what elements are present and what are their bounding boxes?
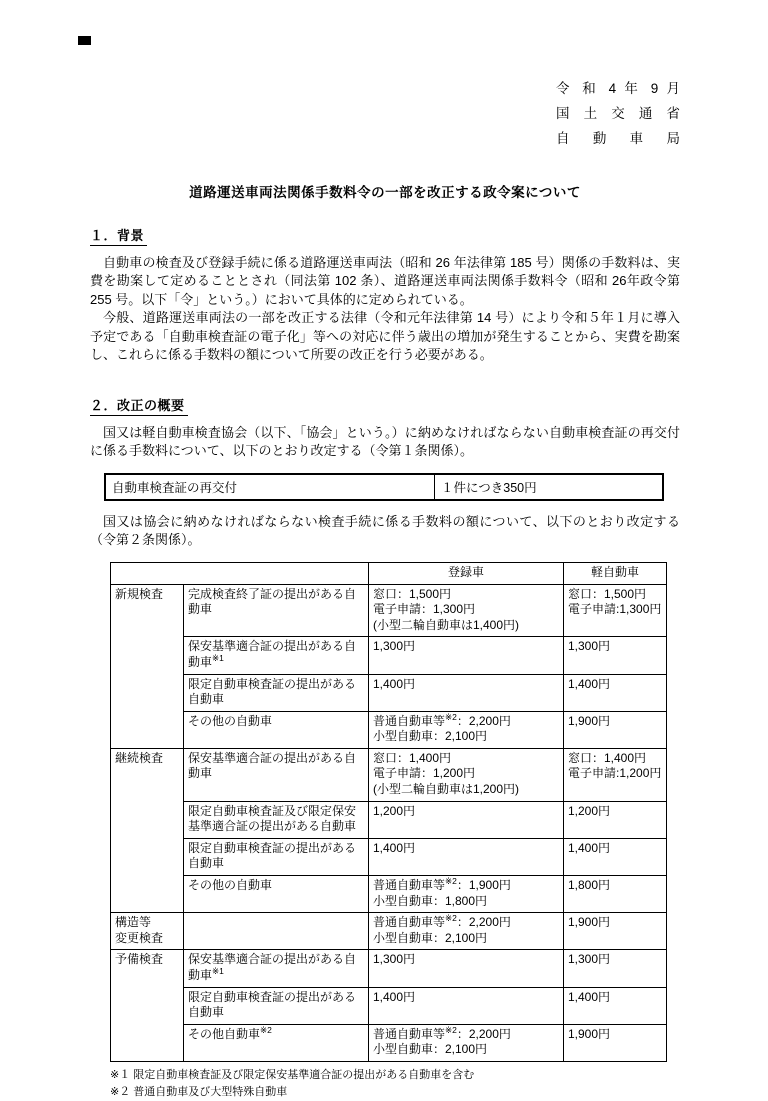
section2-heading: ２．改正の概要 — [90, 395, 188, 416]
inspection-type-cell: 継続検査 — [111, 748, 184, 912]
fee-table-header-row — [111, 562, 667, 584]
fee-table-body — [111, 584, 667, 1061]
section1-heading: １．背景 — [90, 225, 147, 246]
header-date-block — [556, 76, 680, 151]
registered-car-fee-cell: 窓口：1,500円 電子申請：1,300円 (小型二輪自動車は1,400円) — [369, 584, 564, 637]
registered-car-fee-cell: 普通自動車等$^{※2}$：2,200円 小型自動車：2,100円 — [369, 913, 564, 950]
inspection-type-cell: 構造等 変更検査 — [111, 913, 184, 950]
reissue-label-cell: 自動車検査証の再交付 — [105, 474, 435, 500]
kei-car-fee-cell: 1,900円 — [564, 1024, 667, 1061]
fee-table-header-kei: 軽自動車 — [564, 562, 667, 584]
fee-table-row — [111, 711, 667, 748]
kei-car-fee-cell: 1,900円 — [564, 913, 667, 950]
kei-car-fee-cell: 窓口：1,500円 電子申請:1,300円 — [564, 584, 667, 637]
footnote-ref: ※2 — [445, 711, 457, 722]
kei-car-fee-cell: 1,200円 — [564, 801, 667, 838]
reissue-fee-table — [104, 473, 664, 501]
footnote-1: ※１ 限定自動車検査証及び限定保安基準適合証の提出がある自動車を含む — [110, 1068, 475, 1081]
vehicle-category-cell: 限定自動車検査証及び限定保安基準適合証の提出がある自動車 — [184, 801, 369, 838]
kei-car-fee-cell: 1,300円 — [564, 950, 667, 987]
kei-car-fee-cell: 窓口：1,400円 電子申請:1,200円 — [564, 748, 667, 801]
vehicle-category-cell: その他の自動車 — [184, 711, 369, 748]
vehicle-category-cell: 限定自動車検査証の提出がある自動車 — [184, 987, 369, 1024]
kei-car-fee-cell: 1,400円 — [564, 674, 667, 711]
vehicle-category-cell: その他の自動車 — [184, 876, 369, 913]
fee-table-row — [111, 674, 667, 711]
kei-car-fee-cell: 1,900円 — [564, 711, 667, 748]
footnotes — [110, 1067, 680, 1101]
footnote-ref: ※1 — [212, 652, 224, 663]
kei-car-fee-cell: 1,800円 — [564, 876, 667, 913]
inspection-type-cell: 予備検査 — [111, 950, 184, 1062]
kei-car-fee-cell: 1,300円 — [564, 637, 667, 674]
vehicle-category-cell: 完成検査終了証の提出がある自動車 — [184, 584, 369, 637]
header-bureau: 自 動 車 局 — [556, 131, 680, 146]
section2-paragraph2: 国又は協会に納めなければならない検査手続に係る手数料の額について、以下のとおり改定する（令第２条関係）。 — [90, 513, 680, 548]
reissue-fee-row — [105, 474, 663, 500]
footnote-ref: ※2 — [445, 1024, 457, 1035]
inspection-fee-table — [110, 562, 667, 1062]
section-revision-outline — [90, 395, 680, 1101]
fee-table-header-empty — [111, 562, 369, 584]
registered-car-fee-cell: 1,400円 — [369, 674, 564, 711]
vehicle-category-cell: 限定自動車検査証の提出がある自動車 — [184, 838, 369, 875]
section-background — [90, 225, 680, 365]
footnote-ref: ※2 — [445, 876, 457, 887]
section1-paragraph1: 自動車の検査及び登録手続に係る道路運送車両法（昭和 26 年法律第 185 号）関係の手数料は、実費を勘案して定めることとされ（同法第 102 条）、道路運送車両法関係手数料令（昭和 26年政令第 255 号。以下「令」という。）において具体的に定められている。 — [90, 255, 680, 307]
footnote-ref: ※2 — [445, 913, 457, 924]
inspection-type-cell: 新規検査 — [111, 584, 184, 748]
fee-table-row — [111, 987, 667, 1024]
kei-car-fee-cell: 1,400円 — [564, 838, 667, 875]
registered-car-fee-cell: 窓口：1,400円 電子申請：1,200円 (小型二輪自動車は1,200円) — [369, 748, 564, 801]
fee-table-row — [111, 950, 667, 987]
registered-car-fee-cell: 普通自動車等$^{※2}$：1,900円 小型自動車：1,800円 — [369, 876, 564, 913]
kei-car-fee-cell: 1,400円 — [564, 987, 667, 1024]
section2-paragraph1: 国又は軽自動車検査協会（以下、「協会」という。）に納めなければならない自動車検査証の再交付に係る手数料について、以下のとおり改定する（令第１条関係）。 — [90, 424, 680, 459]
fee-table-row — [111, 801, 667, 838]
registered-car-fee-cell: 1,300円 — [369, 637, 564, 674]
footnote-ref: ※2 — [260, 1024, 272, 1035]
registered-car-fee-cell: 1,300円 — [369, 950, 564, 987]
scan-mark — [78, 36, 91, 45]
registered-car-fee-cell: 1,200円 — [369, 801, 564, 838]
vehicle-category-cell: その他自動車$^{※2}$ — [184, 1024, 369, 1061]
footnote-ref: ※1 — [212, 966, 224, 976]
document-title: 道路運送車両法関係手数料令の一部を改正する政令案について — [189, 185, 581, 200]
fee-table-header-registered: 登録車 — [369, 562, 564, 584]
reissue-value-cell: １件につき350円 — [435, 474, 664, 500]
footnote-2: ※２ 普通自動車及び大型特殊自動車 — [110, 1086, 288, 1099]
header-date: 令 和 4 年 9 月 — [556, 81, 680, 96]
vehicle-category-cell: 保安基準適合証の提出がある自動車$^{※1}$ — [184, 637, 369, 674]
section1-paragraph2: 今般、道路運送車両法の一部を改正する法律（令和元年法律第 14 号）により令和５年１月に導入予定である「自動車検査証の電子化」等への対応に伴う歳出の増加が発生することから、実費を勘案し、これらに係る手数料の額について所要の改正を行う必要がある。 — [90, 310, 680, 363]
registered-car-fee-cell: 普通自動車等$^{※2}$：2,200円 小型自動車：2,100円 — [369, 1024, 564, 1061]
vehicle-category-cell: 保安基準適合証の提出がある自動車$^{※1}$ — [184, 950, 369, 987]
vehicle-category-cell: 限定自動車検査証の提出がある自動車 — [184, 674, 369, 711]
vehicle-category-cell — [184, 913, 369, 950]
fee-table-row — [111, 913, 667, 950]
registered-car-fee-cell: 1,400円 — [369, 838, 564, 875]
registered-car-fee-cell: 普通自動車等$^{※2}$：2,200円 小型自動車：2,100円 — [369, 711, 564, 748]
fee-table-row — [111, 748, 667, 801]
vehicle-category-cell: 保安基準適合証の提出がある自動車 — [184, 748, 369, 801]
fee-table-row — [111, 1024, 667, 1061]
fee-table-row — [111, 876, 667, 913]
fee-table-row — [111, 838, 667, 875]
fee-table-row — [111, 584, 667, 637]
header-ministry: 国 土 交 通 省 — [556, 106, 680, 121]
registered-car-fee-cell: 1,400円 — [369, 987, 564, 1024]
fee-table-row — [111, 637, 667, 674]
